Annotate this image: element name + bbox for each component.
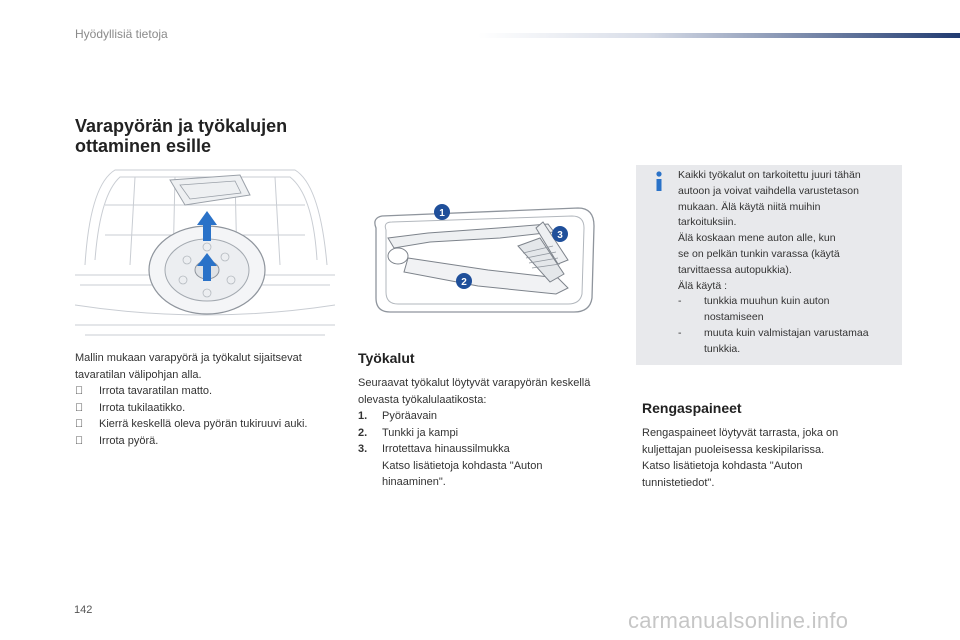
tools-illustration [368, 198, 600, 316]
page-heading-line2: ottaminen esille [75, 136, 212, 156]
spare-wheel-illustration [75, 165, 335, 338]
info-bullet [678, 326, 898, 358]
step-label: Irrota tavaratilan matto. [99, 385, 213, 397]
tool-item [358, 425, 628, 442]
tyre-heading: Rengaspaineet [642, 400, 742, 416]
tyre-block [642, 425, 902, 491]
tool-number: 1. [358, 410, 368, 422]
tyre-line: Rengaspaineet löytyvät tarrasta, joka on [642, 427, 839, 439]
step-marker-icon [75, 416, 99, 433]
info-line: autoon ja voivat vaihdella varustetason [678, 184, 859, 197]
watermark-text: carmanualsonline.info [628, 608, 849, 633]
tool-item [358, 408, 628, 425]
info-line: tarvittaessa autopukkia). [678, 263, 792, 276]
info-bullet-line: tunkkia. [704, 342, 741, 355]
tool-number: 3. [358, 443, 368, 455]
step-label: Irrota tukilaatikko. [99, 401, 186, 414]
step-marker-icon [75, 400, 99, 417]
page-number: 142 [74, 604, 93, 616]
info-bullet [678, 294, 898, 326]
info-bullet-line: tunkkia muuhun kuin auton [704, 295, 830, 308]
tools-intro-line: Seuraavat työkalut löytyvät varapyörän keskellä [358, 377, 591, 389]
header-bar [478, 33, 960, 38]
page-heading [75, 116, 395, 156]
step-label: Kierrä keskellä oleva pyörän tukiruuvi auki. [99, 418, 308, 430]
callout-3: 3 [557, 230, 563, 241]
info-line: Kaikki työkalut on tarkoitettu juuri tähän [678, 169, 861, 181]
intro-line: Mallin mukaan varapyörä ja työkalut sijaitsevat [75, 352, 302, 364]
info-bullet-line: nostamiseen [704, 311, 764, 324]
step-item [75, 400, 345, 417]
info-line: mukaan. Älä käytä niitä muihin [678, 200, 821, 213]
step-item [75, 383, 345, 400]
step-marker-icon [75, 383, 99, 400]
tool-label: Irrotettava hinaussilmukka [382, 443, 510, 455]
callout-1: 1 [439, 208, 445, 219]
info-bullet-dash: - [678, 326, 682, 339]
intro-line: tavaratilan välipohjan alla. [75, 368, 202, 381]
info-line: se on pelkän tunkin varassa (käytä [678, 247, 840, 260]
step-label: Irrota pyörä. [99, 434, 159, 447]
step-item [75, 416, 345, 433]
tyre-line: tunnistetiedot". [642, 476, 715, 489]
tools-intro-line: olevasta työkalulaatikosta: [358, 393, 487, 406]
info-line: Älä käytä : [678, 279, 728, 292]
tools-note-line: hinaaminen". [382, 476, 446, 488]
section-title: Hyödyllisiä tietoja [75, 27, 168, 41]
tools-heading: Työkalut [358, 350, 415, 366]
tool-label: Pyöräavain [382, 410, 438, 422]
intro-block [75, 350, 345, 449]
tools-block [358, 375, 628, 491]
tool-number: 2. [358, 426, 368, 439]
info-bullet-line: muuta kuin valmistajan varustamaa [704, 326, 869, 339]
step-marker-icon [75, 433, 99, 450]
callout-2: 2 [461, 277, 467, 288]
info-line: Älä koskaan mene auton alle, kun [678, 232, 836, 245]
tyre-line: kuljettajan puoleisessa keskipilarissa. [642, 443, 825, 456]
tool-item [358, 441, 628, 458]
info-icon [649, 170, 669, 192]
info-text [678, 168, 898, 358]
tools-note-line: Katso lisätietoja kohdasta "Auton [382, 459, 543, 472]
tyre-line: Katso lisätietoja kohdasta "Auton [642, 460, 803, 472]
info-line: tarkoituksiin. [678, 216, 737, 229]
step-item [75, 433, 345, 450]
tool-label: Tunkki ja kampi [382, 426, 459, 439]
info-bullet-dash: - [678, 295, 682, 308]
page-heading-line1: Varapyörän ja työkalujen [75, 116, 288, 136]
